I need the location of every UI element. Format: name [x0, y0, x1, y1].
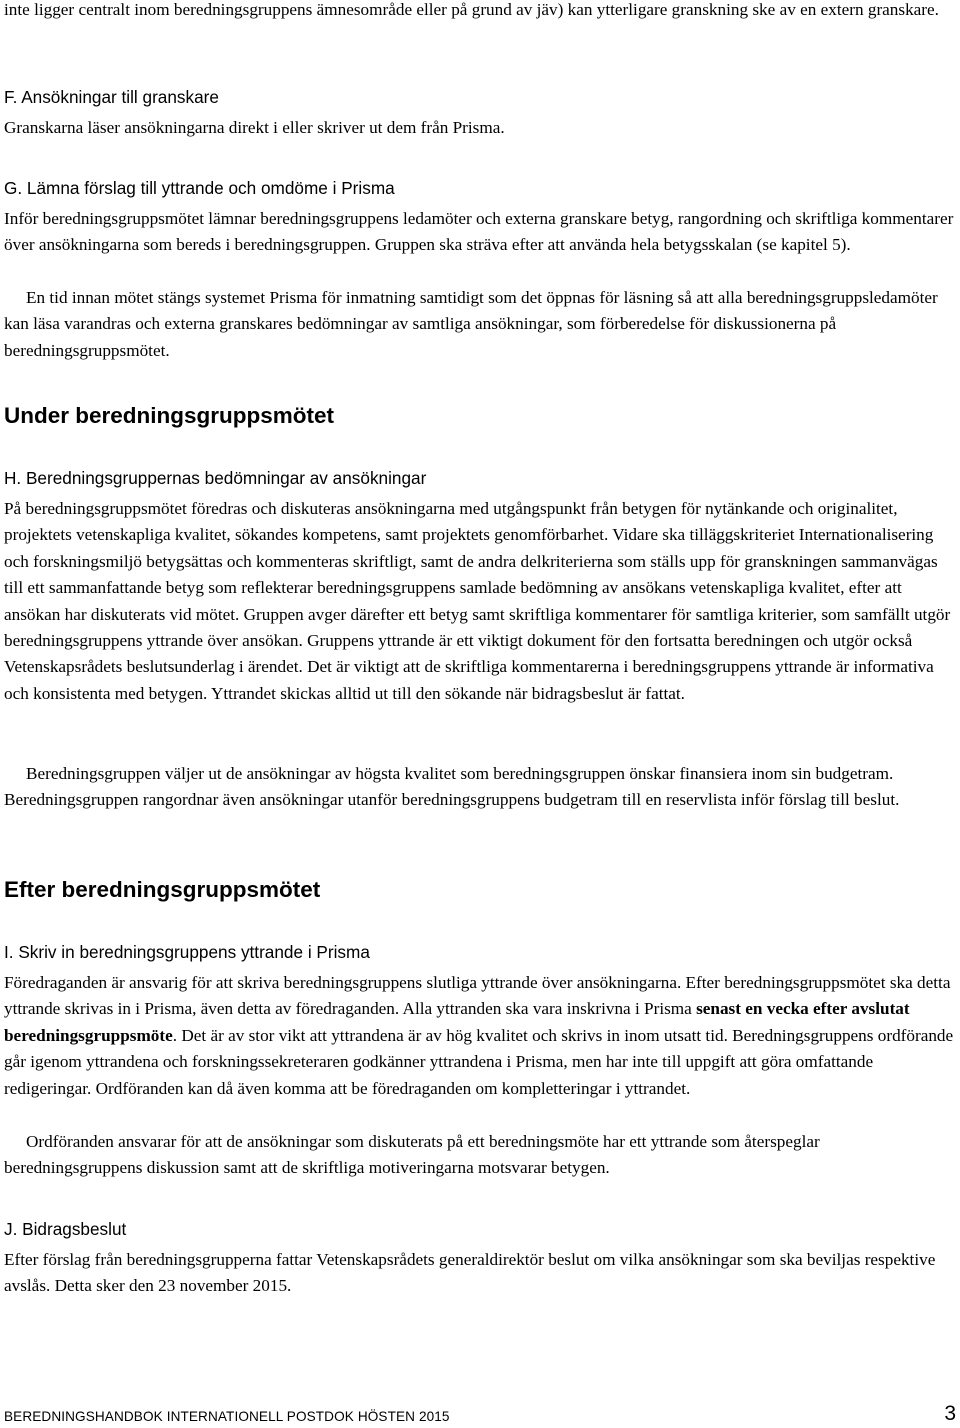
section-i-paragraph-1: [4, 970, 956, 1102]
section-g-paragraph-2: En tid innan mötet stängs systemet Prisma för inmatning samtidigt som det öppnas för läsning så att alla beredningsgruppsledamöter kan läsa varandras och externa granskares bedömningar av samtliga ansökningar, som förberedelse för diskussionerna på beredningsgruppsmötet.: [4, 288, 938, 360]
section-j-paragraph: Efter förslag från beredningsgrupperna fattar Vetenskapsrådets generaldirektör beslut om vilka ansökningar som ska beviljas respektive avslås. Detta sker den 23 november 2015.: [4, 1250, 936, 1296]
section-f-paragraph: Granskarna läser ansökningarna direkt i eller skriver ut dem från Prisma.: [4, 118, 505, 137]
footer-page-number: 3: [944, 1402, 956, 1425]
section-f-heading: F. Ansökningar till granskare: [4, 87, 219, 107]
section-title-efter: Efter beredningsgruppsmötet: [4, 877, 321, 902]
paragraph-text: . Det är av stor vikt att yttrandena är av hög kvalitet och skrivs in inom utsatt tid. Beredningsgruppens ordförande går igenom yttrandena och forskningssekreteraren godkänner yttrandena i Prisma, men har inte till uppgift att göra omfattande redigeringar. Ordföranden kan då även komma att be föredraganden om kompletteringar i yttrandet.: [4, 1025, 954, 1098]
section-j-heading: J. Bidragsbeslut: [4, 1219, 127, 1239]
section-g-paragraph-1: Inför beredningsgruppsmötet lämnar beredningsgruppens ledamöter och externa granskare betyg, rangordning och skriftliga kommentarer över ansökningarna som bereds i beredningsgruppen. Gruppen ska sträva efter att använda hela betygsskalan (se kapitel 5).: [4, 209, 954, 255]
intro-paragraph: inte ligger centralt inom beredningsgruppens ämnesområde eller på grund av jäv) kan ytterligare granskning ske av en extern granskare.: [4, 0, 939, 19]
section-h-paragraph-1: På beredningsgruppsmötet föredras och diskuteras ansökningarna med utgångspunkt från betygen för nytänkande och originalitet, projektets vetenskapliga kvalitet, sökandes kompetens, samt projektets genomförbarhet. Vidare ska tilläggskriteriet Internationalisering och forskningsmiljö betygsättas och kommenteras skriftligt, samt de andra delkriterierna som ställs upp för granskningen sammanvägas till ett sammanfattande betyg som reflekterar beredningsgruppens samlade bedömning av ansökans vetenskapliga kvalitet, efter att ansökan har diskuterats vid mötet. Gruppen avger därefter ett betyg samt skriftliga kommentarer för samtliga kriterier, som samfällt utgör beredningsgruppens yttrande över ansökan. Gruppens yttrande är ett viktigt dokument för den fortsatta beredningen och utgör också Vetenskapsrådets beslutsunderlag i ärendet. Det är viktigt att de skriftliga kommentarerna i beredningsgruppens yttrande är informativa och konsistenta med betygen. Yttrandet skickas alltid ut till den sökande när bidragsbeslut är fattat.: [4, 499, 951, 703]
section-i-heading: I. Skriv in beredningsgruppens yttrande i Prisma: [4, 942, 370, 962]
paragraph-text: Föredraganden är ansvarig för att skriva beredningsgruppens slutliga yttrande över ansökningarna. Efter beredningsgruppsmötet ska detta yttrande skrivas in i Prisma, även detta av föredraganden. Alla yttranden ska vara inskrivna i Prisma: [4, 973, 951, 1019]
section-i-paragraph-2: Ordföranden ansvarar för att de ansökningar som diskuterats på ett beredningsmöte har ett yttrande som återspeglar beredningsgruppens diskussion samt att de skriftliga motiveringarna motsvarar betygen.: [4, 1132, 820, 1178]
footer-document-title: BEREDNINGSHANDBOK INTERNATIONELL POSTDOK HÖSTEN 2015: [4, 1409, 450, 1424]
section-g-heading: G. Lämna förslag till yttrande och omdöme i Prisma: [4, 178, 395, 198]
section-h-paragraph-2: Beredningsgruppen väljer ut de ansökningar av högsta kvalitet som beredningsgruppen önskar finansiera inom sin budgetram. Beredningsgruppen rangordnar även ansökningar utanför beredningsgruppens budgetram till en reservlista inför förslag till beslut.: [4, 764, 900, 810]
section-h-heading: H. Beredningsgruppernas bedömningar av ansökningar: [4, 468, 427, 488]
deadline-emphasis: senast en vecka efter avslutat beredningsgruppsmöte: [4, 999, 910, 1045]
section-title-under: Under beredningsgruppsmötet: [4, 403, 335, 428]
